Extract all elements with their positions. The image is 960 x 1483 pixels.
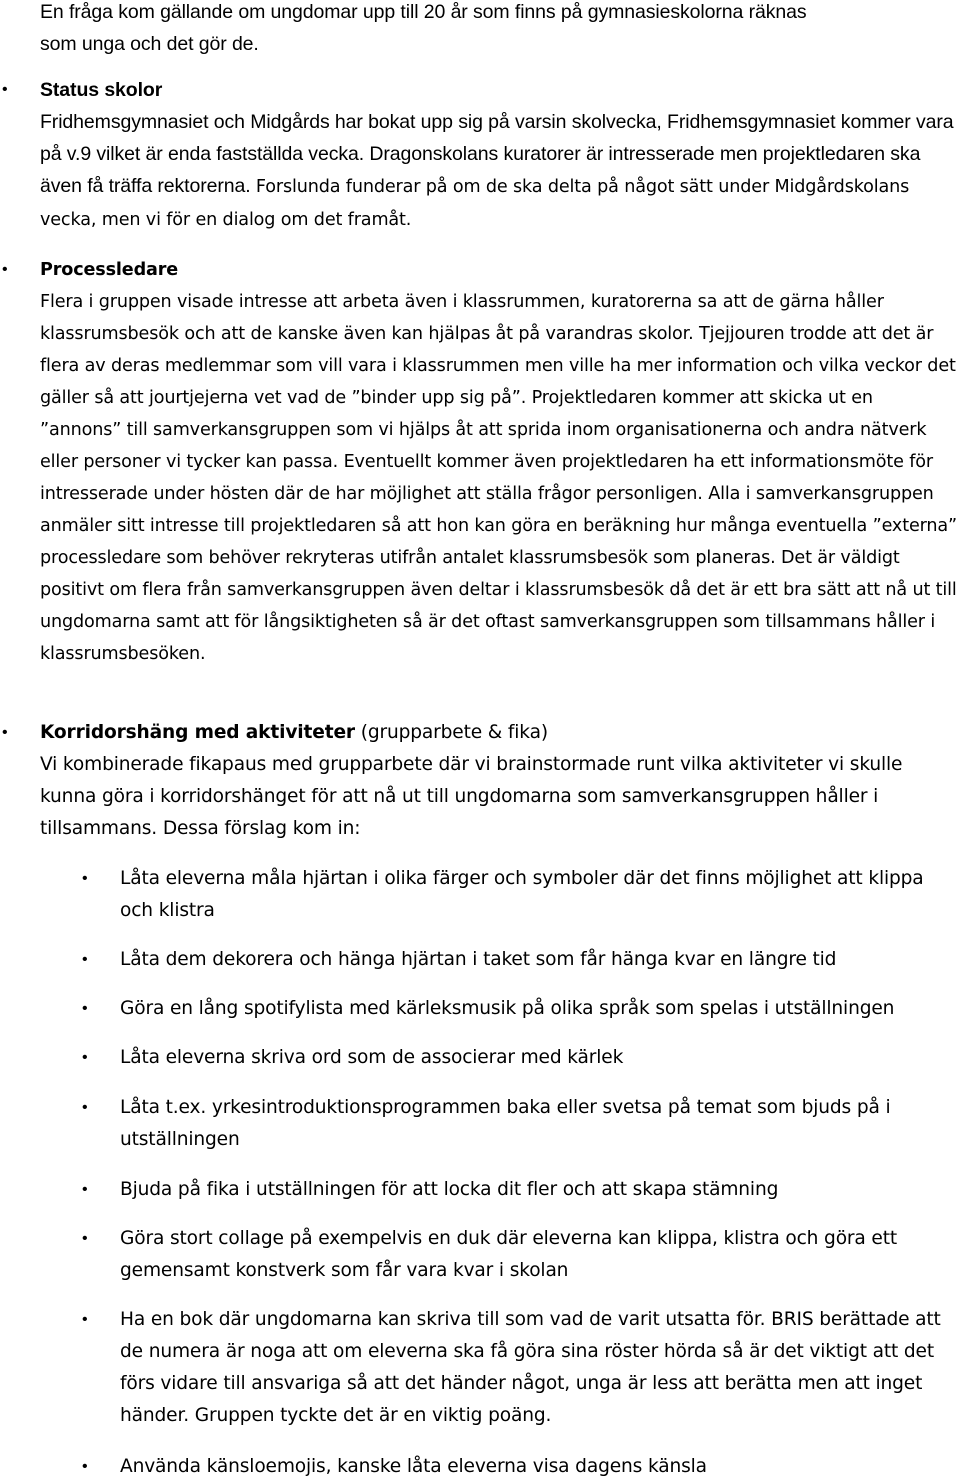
list-bullet: • — [82, 1230, 88, 1247]
section-text: Det är väldigt positivt om flera från samverkansgruppen även deltar i klassrumsbesök då det är ett bra sätt att nå ut till ungdomarna samt att för långsiktigheten så är det oftast samverkansgruppen som tillsammans håller i klassrumsbesöken. — [40, 548, 957, 664]
list-item: Göra stort collage på exempelvis en duk där eleverna kan klippa, klistra och göra ett gemensamt konstverk som får vara kvar i skolan — [120, 1228, 898, 1281]
list-item: Låta t.ex. yrkesintroduktionsprogrammen baka eller svetsa på temat som bjuds på i utställningen — [120, 1097, 891, 1150]
list-bullet: • — [82, 1181, 88, 1198]
bullet-marker: • — [2, 81, 8, 98]
section-text: Flera i gruppen visade intresse att arbeta även i klassrummen, kuratorerna sa att de gärna håller klassrumsbesök och att de kanske även kan hjälpas åt på varandras skolor. — [40, 292, 884, 344]
section-text: Fridhemsgymnasiet och Midgårds har bokat upp sig på varsin skolvecka, Fridhemsgymnasiet kommer vara på v.9 vilket är enda fastställda vecka. — [40, 111, 954, 165]
section-heading: Processledare — [40, 260, 179, 280]
section-text: Dragonskolans kuratorer är intresserade men projektledaren ska även få träffa rektorerna. — [40, 143, 921, 197]
intro-line-1: En fråga kom gällande om ungdomar upp till 20 år som finns på gymnasieskolorna räknas — [40, 1, 807, 23]
list-bullet: • — [82, 1458, 88, 1475]
list-bullet: • — [82, 1000, 88, 1017]
section-text: Forslunda funderar på om de ska delta på något sätt under Midgårdskolans vecka, men vi för en dialog om det framåt. — [40, 177, 910, 230]
list-bullet: • — [82, 1099, 88, 1116]
section-text: Eventuellt kommer även projektledaren ha ett informationsmöte för intresserade under hösten där de har möjlighet att ställa frågor personligen. — [40, 452, 933, 504]
list-item: Låta dem dekorera och hänga hjärtan i taket som får hänga kvar en längre tid — [120, 949, 837, 970]
section-status-skolor — [40, 74, 958, 236]
section-heading-suffix: (grupparbete & fika) — [354, 722, 548, 743]
list-bullet: • — [82, 1311, 88, 1328]
section-heading: Status skolor — [40, 79, 163, 101]
section-processledare — [40, 254, 958, 670]
list-bullet: • — [82, 870, 88, 887]
section-text: Tjejjouren trodde att det är flera av deras medlemmar som vill vara i klassrummen men ville ha mer information och vilka veckor det gäller så att jourtjejerna vet vad de ”binder upp sig på”. Projektledaren kommer att skicka ut en ”annons” till samverkansgruppen som vi hjälps åt att sprida inom organisationerna och andra nätverk eller personer vi tycker kan passa. — [40, 324, 956, 472]
list-item: Bjuda på fika i utställningen för att locka dit fler och att skapa stämning — [120, 1179, 779, 1200]
intro-paragraph — [40, 0, 958, 60]
list-item: Låta eleverna måla hjärtan i olika färger och symboler där det finns möjlighet att klippa och klistra — [120, 868, 924, 921]
intro-line-2: som unga och det gör de. — [40, 33, 259, 55]
section-korridorshang — [40, 717, 958, 845]
list-item: Låta eleverna skriva ord som de associerar med kärlek — [120, 1047, 624, 1068]
list-bullet: • — [82, 1049, 88, 1066]
section-heading: Korridorshäng med aktiviteter — [40, 722, 355, 743]
list-item: Göra en lång spotifylista med kärleksmusik på olika språk som spelas i utställningen — [120, 998, 895, 1019]
section-text: Vi kombinerade fikapaus med grupparbete där vi brainstormade runt vilka aktiviteter vi skulle kunna göra i korridorshänget för att nå ut till ungdomarna som samverkansgruppen håller i tillsammans. Dessa förslag kom in: — [40, 754, 903, 839]
list-bullet: • — [82, 951, 88, 968]
section-text: Alla i samverkansgruppen anmäler sitt intresse till projektledaren så att hon kan göra en beräkning hur många eventuella ”externa” processledare som behöver rekryteras utifrån antalet klassrumsbesök som planeras. — [40, 484, 957, 568]
list-item: Ha en bok där ungdomarna kan skriva till som vad de varit utsatta för. BRIS berättade att de numera är noga att om eleverna ska få göra sina röster hörda så är det viktigt att det förs vidare till ansvariga så att det händer något, unga är less att berätta men att inget händer. Gruppen tyckte det är en viktig poäng. — [120, 1309, 941, 1426]
bullet-marker: • — [2, 724, 8, 741]
bullet-marker: • — [2, 261, 8, 278]
list-item: Använda känsloemojis, kanske låta eleverna visa dagens känsla — [120, 1456, 707, 1477]
